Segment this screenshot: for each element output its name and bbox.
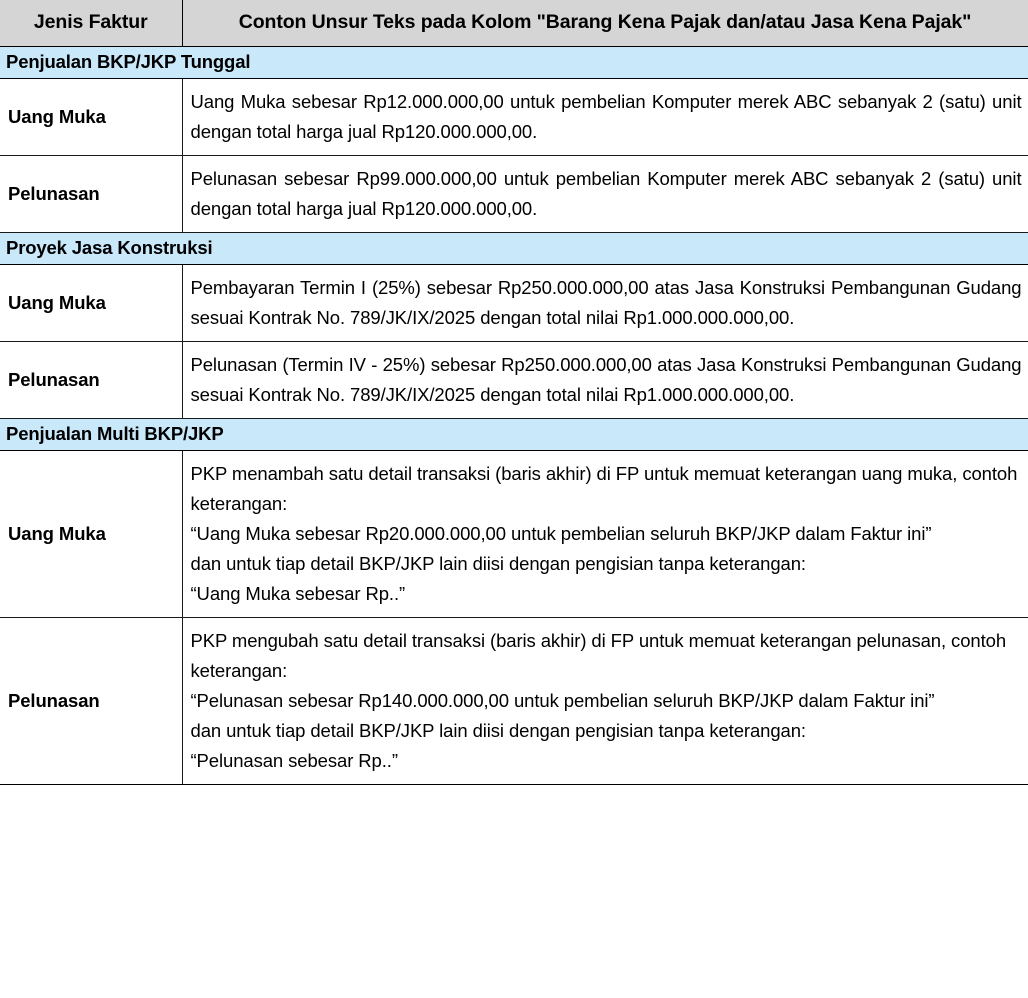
- cell-text-line: Pelunasan sebesar Rp99.000.000,00 untuk pembelian Komputer merek ABC sebanyak 2 (satu) unit dengan total harga jual Rp120.000.000,00.: [190, 167, 1022, 219]
- section-title: Proyek Jasa Konstruksi: [0, 232, 1028, 264]
- column-header-contoh-unsur-teks: Conton Unsur Teks pada Kolom "Barang Kena Pajak dan/atau Jasa Kena Pajak": [182, 0, 1028, 46]
- cell-jenis-faktur: Pelunasan: [0, 341, 182, 418]
- cell-text-line: Uang Muka sebesar Rp12.000.000,00 untuk pembelian Komputer merek ABC sebanyak 2 (satu) unit dengan total harga jual Rp120.000.000,00.: [190, 90, 1022, 142]
- cell-text-line: “Pelunasan sebesar Rp..”: [190, 749, 398, 771]
- cell-jenis-faktur: Pelunasan: [0, 617, 182, 784]
- cell-contoh-unsur-teks: [182, 155, 1028, 232]
- table-row: [0, 451, 1028, 618]
- cell-text-line: “Uang Muka sebesar Rp20.000.000,00 untuk pembelian seluruh BKP/JKP dalam Faktur ini”: [190, 522, 932, 544]
- table-row: [0, 264, 1028, 341]
- section-header-row: [0, 46, 1028, 78]
- section-title: Penjualan Multi BKP/JKP: [0, 418, 1028, 450]
- cell-contoh-unsur-teks: [182, 617, 1028, 784]
- cell-jenis-faktur: Uang Muka: [0, 451, 182, 618]
- cell-text-line: dan untuk tiap detail BKP/JKP lain diisi dengan pengisian tanpa keterangan:: [190, 552, 806, 574]
- cell-contoh-unsur-teks: [182, 78, 1028, 155]
- cell-contoh-unsur-teks: [182, 264, 1028, 341]
- cell-contoh-unsur-teks: [182, 451, 1028, 618]
- column-header-jenis-faktur: Jenis Faktur: [0, 0, 182, 46]
- cell-text-line: Pelunasan (Termin IV - 25%) sebesar Rp250.000.000,00 atas Jasa Konstruksi Pembangunan Gudang sesuai Kontrak No. 789/JK/IX/2025 dengan total nilai Rp1.000.000.000,00.: [190, 353, 1022, 405]
- cell-jenis-faktur: Uang Muka: [0, 264, 182, 341]
- table-header-row: [0, 0, 1028, 46]
- section-header-row: [0, 418, 1028, 450]
- cell-jenis-faktur: Uang Muka: [0, 78, 182, 155]
- table-row: [0, 155, 1028, 232]
- table-row: [0, 78, 1028, 155]
- table-row: [0, 341, 1028, 418]
- table-header: [0, 0, 1028, 46]
- table-body: [0, 46, 1028, 784]
- section-header-row: [0, 232, 1028, 264]
- cell-text-line: Pembayaran Termin I (25%) sebesar Rp250.000.000,00 atas Jasa Konstruksi Pembangunan Gudang sesuai Kontrak No. 789/JK/IX/2025 dengan total nilai Rp1.000.000.000,00.: [190, 276, 1022, 328]
- cell-text-line: PKP menambah satu detail transaksi (baris akhir) di FP untuk memuat keterangan uang muka, contoh keterangan:: [190, 463, 1018, 515]
- cell-text-line: “Pelunasan sebesar Rp140.000.000,00 untuk pembelian seluruh BKP/JKP dalam Faktur ini”: [190, 689, 935, 711]
- section-title: Penjualan BKP/JKP Tunggal: [0, 46, 1028, 78]
- cell-contoh-unsur-teks: [182, 341, 1028, 418]
- cell-text-line: “Uang Muka sebesar Rp..”: [190, 582, 406, 604]
- cell-text-line: PKP mengubah satu detail transaksi (baris akhir) di FP untuk memuat keterangan pelunasan, contoh keterangan:: [190, 629, 1007, 681]
- table-row: [0, 617, 1028, 784]
- cell-jenis-faktur: Pelunasan: [0, 155, 182, 232]
- cell-text-line: dan untuk tiap detail BKP/JKP lain diisi dengan pengisian tanpa keterangan:: [190, 719, 806, 741]
